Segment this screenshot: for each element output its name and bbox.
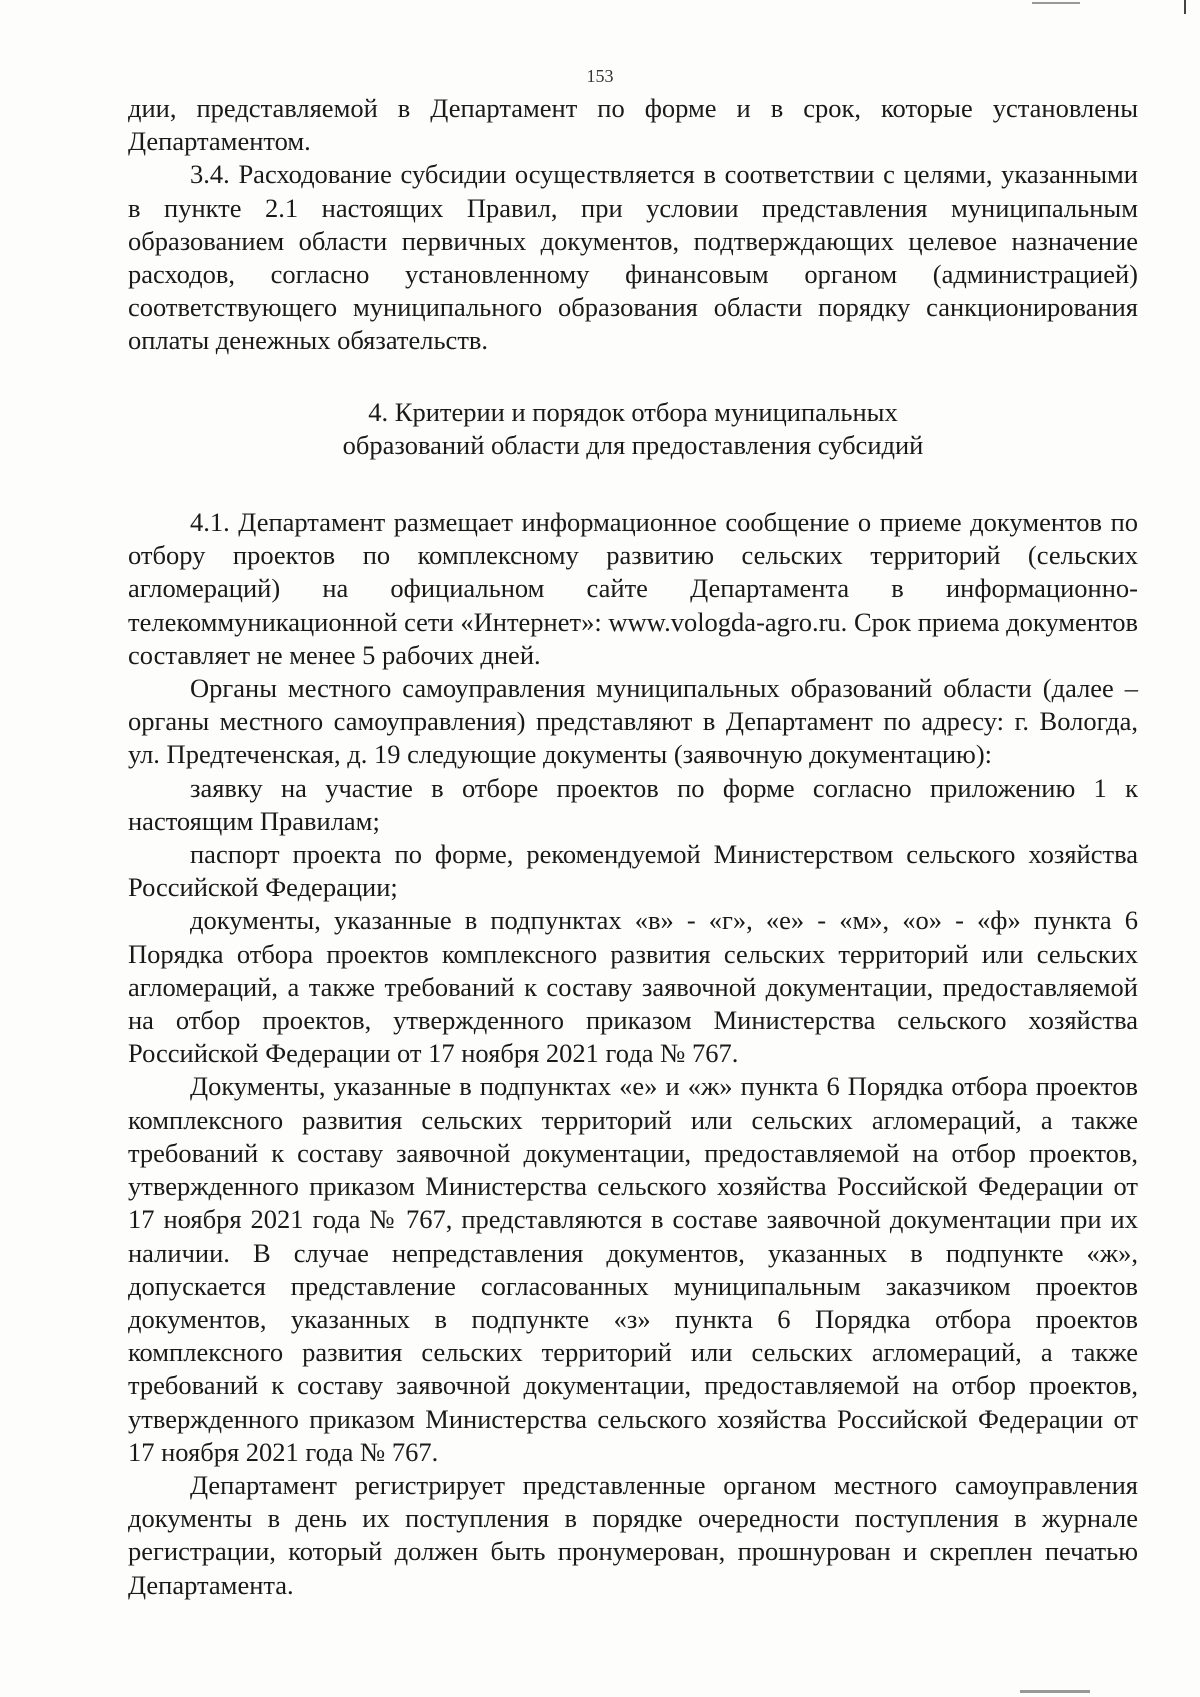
page-number: 153 [586, 66, 614, 86]
list-item-documents: документы, указанные в подпунктах «в» - «г», «е» - «м», «о» - «ф» пункта 6 Порядка отбора проектов комплексного развития сельских территорий или сельских агломераций, а также требований к составу заявочной документации, предоставляемой на отбор проектов, утвержденного приказом Министерства сельского хозяйства Российской Федерации от 17 ноября 2021 года № 767. [128, 905, 1138, 1069]
scan-edge-mark [1032, 2, 1080, 4]
paragraph-3-4: 3.4. Расходование субсидии осуществляется в соответствии с целями, указанными в пункте 2.1 настоящих Правил, при условии представления муниципальным образованием области первичных документов, подтверждающих целевое назначение расходов, согласно установленному финансовым органом (администрацией) соответствующего муниципального образования области порядку санкционирования оплаты денежных обязательств. [128, 159, 1138, 356]
paragraph-local-authorities: Органы местного самоуправления муниципальных образований области (далее – органы местного самоуправления) представляют в Департамент по адресу: г. Вологда, ул. Предтеченская, д. 19 следующие документы (заявочную документацию): [128, 673, 1138, 770]
list-item-application: заявку на участие в отборе проектов по форме согласно приложению 1 к настоящим Правилам; [128, 772, 1138, 836]
document-body [128, 92, 1138, 1602]
paragraph-4-1: 4.1. Департамент размещает информационное сообщение о приеме документов по отбору проектов по комплексному развитию сельских территорий (сельских агломераций) на официальном сайте Департамента в информационно-телекоммуникационной сети «Интернет»: www.vologda-agro.ru. Срок приема документов составляет не менее 5 рабочих дней. [128, 507, 1138, 670]
paragraph-documents-e-zh: Документы, указанные в подпунктах «е» и «ж» пункта 6 Порядка отбора проектов комплексного развития сельских территорий или сельских агломераций, а также требований к составу заявочной документации, предоставляемой на отбор проектов, утвержденного приказом Министерства сельского хозяйства Российской Федерации от 17 ноября 2021 года № 767, представляются в составе заявочной документации при их наличии. В случае непредставления документов, указанных в подпункте «ж», допускается представление согласованных муниципальным заказчиком проектов документов, указанных в подпункте «з» пункта 6 Порядка отбора проектов комплексного развития сельских территорий или сельских агломераций, а также требований к составу заявочной документации, предоставляемой на отбор проектов, утвержденного приказом Министерства сельского хозяйства Российской Федерации от 17 ноября 2021 года № 767. [128, 1071, 1138, 1467]
section-title [128, 396, 1138, 462]
paragraph-registration: Департамент регистрирует представленные органом местного самоуправления документы в день их поступления в порядке очередности поступления в журнале регистрации, который должен быть пронумерован, прошнурован и скреплен печатью Департамента. [128, 1469, 1138, 1600]
scan-edge-mark [1184, 0, 1186, 14]
section-title-line-2: образований области для предоставления субсидий [342, 429, 924, 460]
scan-edge-mark [1020, 1690, 1090, 1693]
paragraph-continuation: дии, представляемой в Департамент по форме и в срок, которые установлены Департаментом. [128, 93, 1138, 157]
section-title-line-1: 4. Критерии и порядок отбора муниципальных [368, 396, 898, 427]
list-item-passport: паспорт проекта по форме, рекомендуемой Министерством сельского хозяйства Российской Федерации; [128, 839, 1138, 903]
